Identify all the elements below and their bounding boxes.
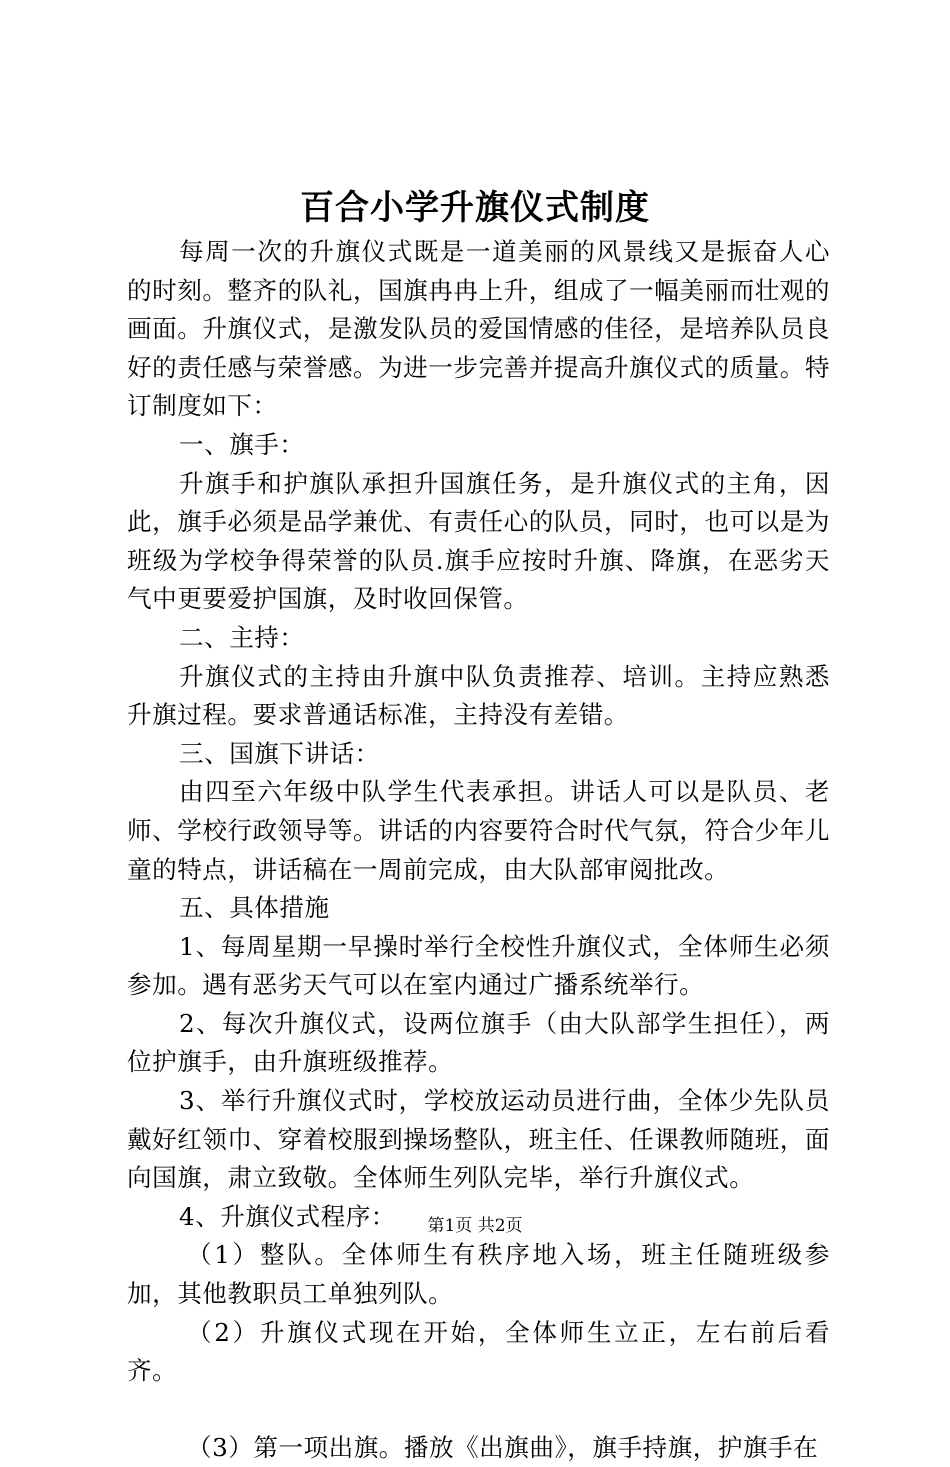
speech-paragraph: 由四至六年级中队学生代表承担。讲话人可以是队员、老师、学校行政领导等。讲话的内容要符合时代气氛，符合少年儿童的特点，讲话稿在一周前完成，由大队部审阅批改。	[127, 777, 830, 884]
measure-item-4: 4、升旗仪式程序：	[179, 1201, 396, 1231]
flag-bearer-paragraph: 升旗手和护旗队承担升国旗任务，是升旗仪式的主角，因此，旗手必须是品学兼优、有责任心的队员，同时，也可以是为班级为学校争得荣誉的队员.旗手应按时升旗、降旗，在恶劣天气中更要爱护国旗，及时收回保管。	[127, 468, 830, 614]
section-heading-measures: 五、具体措施	[179, 893, 330, 923]
intro-paragraph: 每周一次的升旗仪式既是一道美丽的风景线又是振奋人心的时刻。整齐的队礼，国旗冉冉上升，组成了一幅美丽而壮观的画面。升旗仪式，是激发队员的爱国情感的佳径，是培养队员良好的责任感与荣誉感。为进一步完善并提高升旗仪式的质量。特订制度如下：	[127, 237, 830, 421]
document-title: 百合小学升旗仪式制度	[300, 188, 650, 228]
procedure-step-2: （2）升旗仪式现在开始，全体师生立正，左右前后看齐。	[127, 1317, 830, 1386]
measure-item-3: 3、举行升旗仪式时，学校放运动员进行曲，全体少先队员戴好红领巾、穿着校服到操场整队，班主任、任课教师随班，面向国旗，肃立致敬。全体师生列队完毕，举行升旗仪式。	[127, 1086, 830, 1193]
measure-item-1: 1、每周星期一早操时举行全校性升旗仪式，全体师生必须参加。遇有恶劣天气可以在室内通过广播系统举行。	[127, 931, 830, 1000]
section-heading-flag-bearer: 一、旗手：	[179, 429, 305, 459]
measure-item-2: 2、每次升旗仪式，设两位旗手（由大队部学生担任），两位护旗手，由升旗班级推荐。	[127, 1008, 830, 1077]
procedure-step-3: （3）第一项出旗。播放《出旗曲》，旗手持旗，护旗手在	[187, 1432, 819, 1462]
section-heading-host: 二、主持：	[179, 622, 305, 652]
host-paragraph: 升旗仪式的主持由升旗中队负责推荐、培训。主持应熟悉升旗过程。要求普通话标准，主持没有差错。	[127, 661, 830, 730]
section-heading-speech: 三、国旗下讲话：	[179, 738, 380, 768]
document-body	[127, 233, 830, 1467]
page-footer: 第1页 共2页	[427, 1216, 523, 1236]
procedure-step-1: （1）整队。全体师生有秩序地入场，班主任随班级参加，其他教职员工单独列队。	[127, 1240, 830, 1309]
